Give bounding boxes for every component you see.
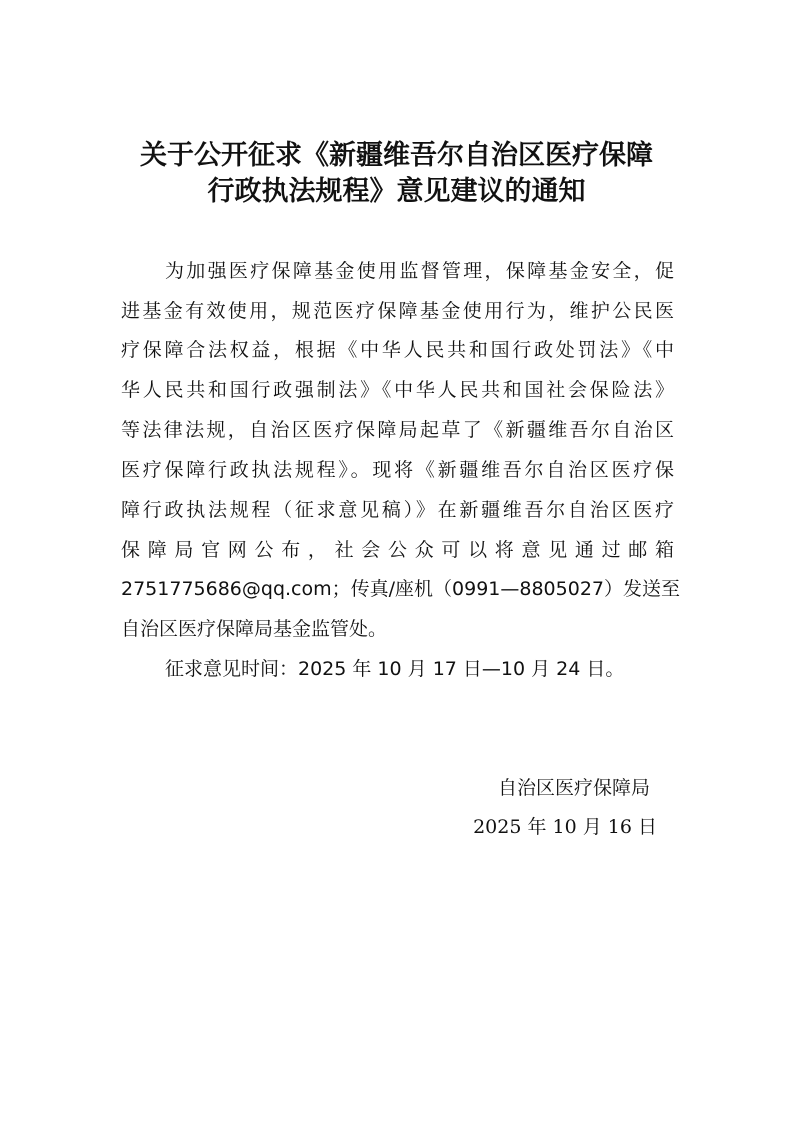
notice-title-line-1: 关于公开征求《新疆维吾尔自治区医疗保障 xyxy=(140,140,653,171)
body-paragraph-line-1: 为加强医疗保障基金使用监督管理，保障基金安全，促 xyxy=(165,260,674,282)
notice-title-line-2: 行政执法规程》意见建议的通知 xyxy=(207,176,586,207)
body-paragraph-line-2: 进基金有效使用，规范医疗保障基金使用行为，维护公民医 xyxy=(121,300,674,322)
comment-period: 征求意见时间：2025 年 10 月 17 日—10 月 24 日。 xyxy=(165,658,625,680)
body-paragraph-line-4: 华人民共和国行政强制法》《中华人民共和国社会保险法》 xyxy=(121,379,674,401)
signature-date: 2025 年 10 月 16 日 xyxy=(473,816,657,838)
body-paragraph-line-6: 医疗保障行政执法规程》。现将《新疆维吾尔自治区医疗保 xyxy=(121,459,674,481)
body-paragraph-line-7: 障行政执法规程（征求意见稿）》在新疆维吾尔自治区医疗 xyxy=(121,499,674,521)
body-paragraph-line-9: 2751775686@qq.com；传真/座机（0991—8805027）发送至 xyxy=(121,578,680,600)
body-paragraph-line-8: 保障局官网公布，社会公众可以将意见通过邮箱 xyxy=(121,539,674,561)
body-paragraph-line-5: 等法律法规，自治区医疗保障局起草了《新疆维吾尔自治区 xyxy=(121,419,674,441)
body-paragraph-line-10: 自治区医疗保障局基金监管处。 xyxy=(121,618,388,640)
signature-organization: 自治区医疗保障局 xyxy=(497,777,650,799)
body-paragraph-line-3: 疗保障合法权益，根据《中华人民共和国行政处罚法》《中 xyxy=(121,339,674,361)
